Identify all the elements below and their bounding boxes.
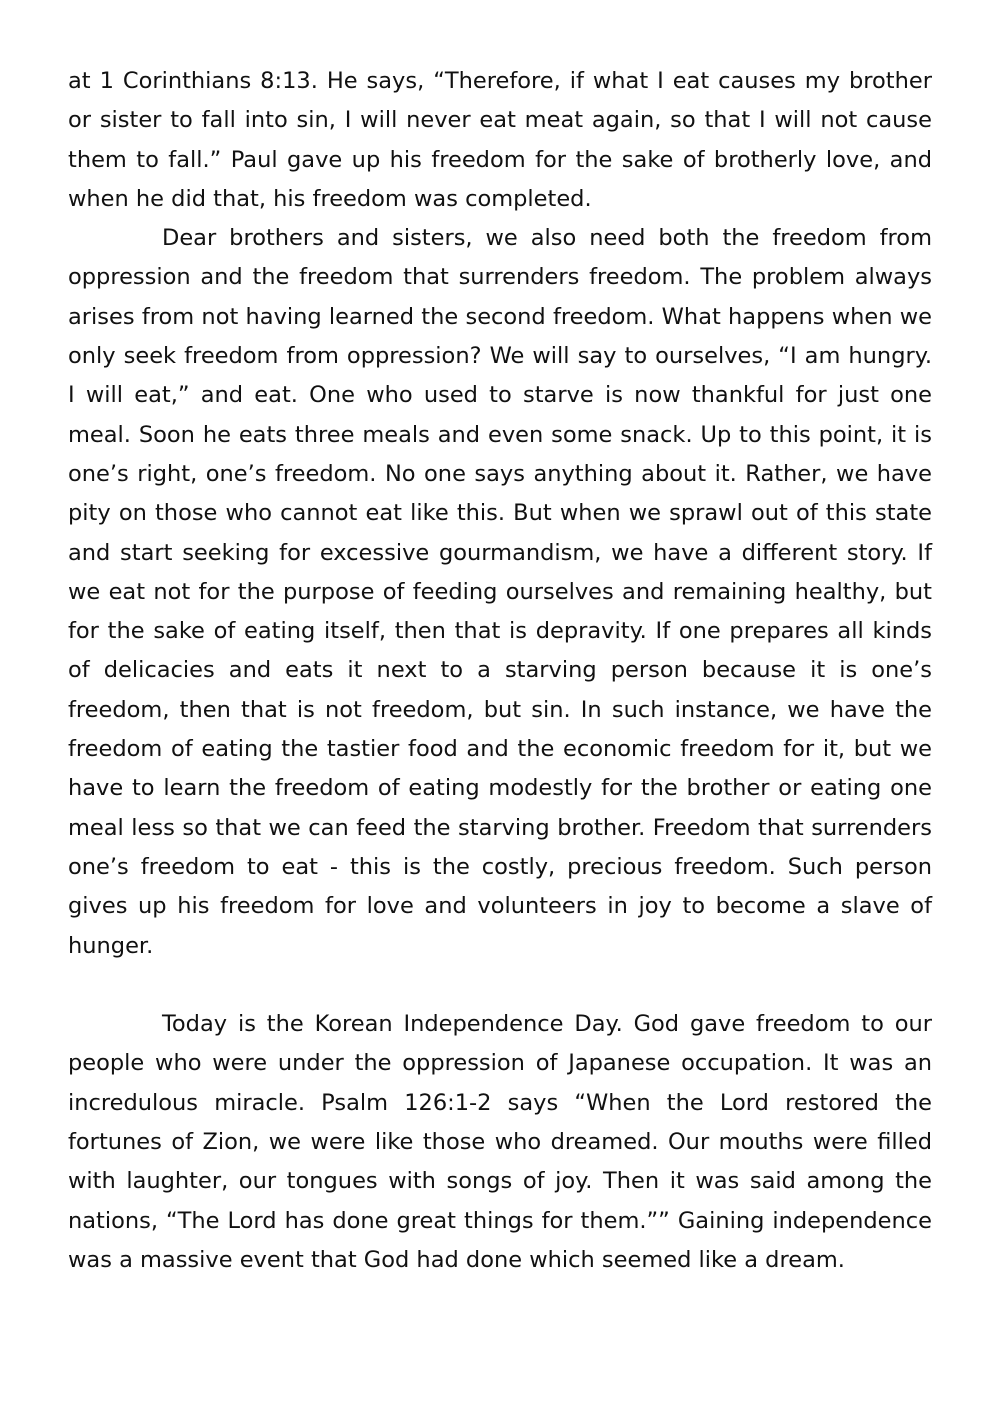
document-page bbox=[68, 62, 932, 1280]
paragraph-1: at 1 Corinthians 8:13. He says, “Therefore, if what I eat causes my brother or sister to fall into sin, I will never eat meat again, so that I will not cause them to fall.” Paul gave up his freedom for the sake of brotherly love, and when he did that, his freedom was completed. bbox=[68, 68, 932, 212]
paragraph-2: Dear brothers and sisters, we also need both the freedom from oppression and the freedom that surrenders freedom. The problem always arises from not having learned the second freedom. What happens when we only seek freedom from oppression? We will say to ourselves, “I am hungry. I will eat,” and eat. One who used to starve is now thankful for just one meal. Soon he eats three meals and even some snack. Up to this point, it is one’s right, one’s freedom. No one says anything about it. Rather, we have pity on those who cannot eat like this. But when we sprawl out of this state and start seeking for excessive gourmandism, we have a different story. If we eat not for the purpose of feeding ourselves and remaining healthy, but for the sake of eating itself, then that is depravity. If one prepares all kinds of delicacies and eats it next to a starving person because it is one’s freedom, then that is not freedom, but sin. In such instance, we have the freedom of eating the tastier food and the economic freedom for it, but we have to learn the freedom of eating modestly for the brother or eating one meal less so that we can feed the starving brother. Freedom that surrenders one’s freedom to eat - this is the costly, precious freedom. Such person gives up his freedom for love and volunteers in joy to become a slave of hunger. bbox=[68, 225, 932, 959]
paragraph-3: Today is the Korean Independence Day. God gave freedom to our people who were under the oppression of Japanese occupation. It was an incredulous miracle. Psalm 126:1-2 says “When the Lord restored the fortunes of Zion, we were like those who dreamed. Our mouths were filled with laughter, our tongues with songs of joy. Then it was said among the nations, “The Lord has done great things for them.”” Gaining independence was a massive event that God had done which seemed like a dream. bbox=[68, 1011, 932, 1273]
